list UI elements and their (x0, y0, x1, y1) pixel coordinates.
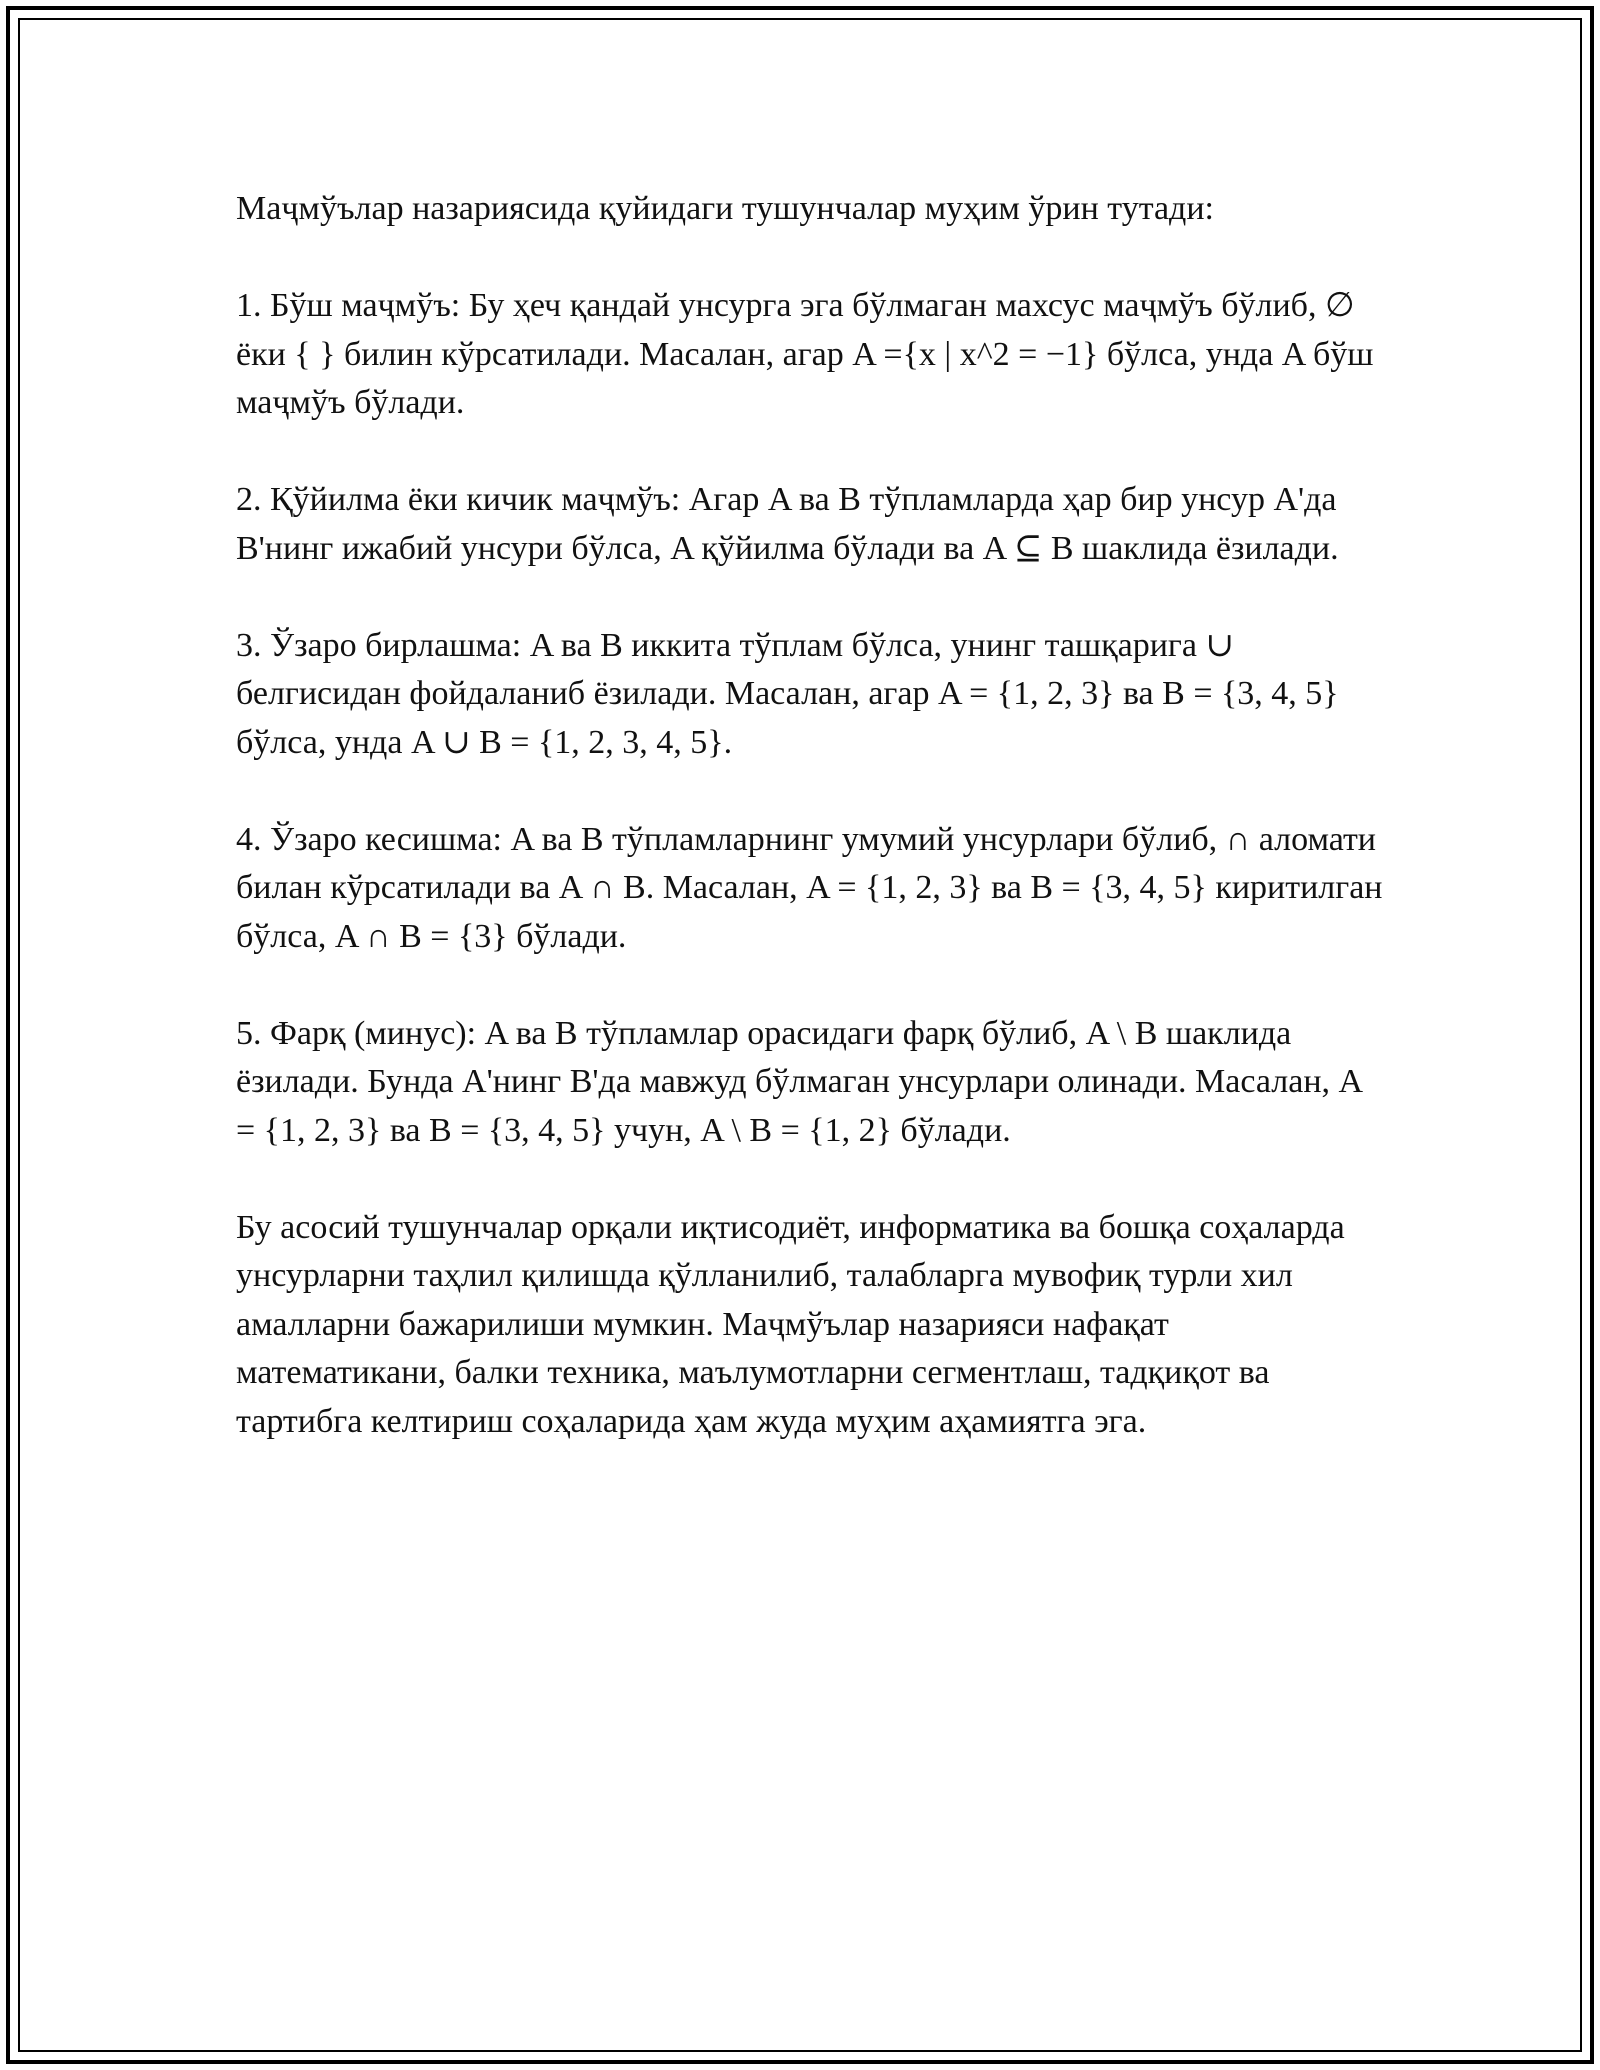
intro-paragraph: Маҷмўълар назариясида қуйидаги тушунчалар муҳим ўрин тутади: (236, 190, 1214, 227)
document-body (236, 185, 1386, 1495)
list-item-union: 3. Ўзаро бирлашма: A ва B иккита тўплам бўлса, унинг ташқарига ∪ белгисидан фойдаланиб ёзилади. Масалан, агар A = {1, 2, 3} ва B = {3, 4, 5} бўлса, унда A ∪ B = {1, 2, 3, 4, 5}. (236, 626, 1339, 761)
conclusion-paragraph: Бу асосий тушунчалар орқали иқтисодиёт, информатика ва бошқа соҳаларда унсурларни таҳлил қилишда қўлланилиб, талабларга мувофиқ турли хил амалларни бажарилиши мумкин. Маҷмўълар назарияси нафақат математикани, балки техника, маълумотларни сегментлаш, тадқиқот ва тартибга келтириш соҳаларида ҳам жуда муҳим аҳамиятга эга. (236, 1208, 1345, 1440)
list-item-difference: 5. Фарқ (минус): A ва B тўпламлар орасидаги фарқ бўлиб, A \ B шаклида ёзилади. Бунда A'нинг B'да мавжуд бўлмаган унсурлари олинади. Масалан, A = {1, 2, 3} ва B = {3, 4, 5} учун, A \ B = {1, 2} бўлади. (236, 1014, 1362, 1149)
list-item-empty-set: 1. Бўш маҷмўъ: Бу ҳеч қандай унсурга эга бўлмаган махсус маҷмўъ бўлиб, ∅ ёки { } билин кўрсатилади. Масалан, агар A ={x | x^2 = −1} бўлса, унда A бўш маҷмўъ бўлади. (236, 287, 1374, 421)
list-item-intersection: 4. Ўзаро кесишма: A ва B тўпламларнинг умумий унсурлари бўлиб, ∩ аломати билан кўрсатилади ва A ∩ B. Масалан, A = {1, 2, 3} ва B = {3, 4, 5} киритилган бўлса, A ∩ B = {3} бўлади. (236, 820, 1383, 955)
list-item-subset: 2. Қўйилма ёки кичик маҷмўъ: Агар A ва B тўпламларда ҳар бир унсур A'да B'нинг ижабий унсури бўлса, A қўйилма бўлади ва A ⊆ B шаклида ёзилади. (236, 481, 1339, 567)
